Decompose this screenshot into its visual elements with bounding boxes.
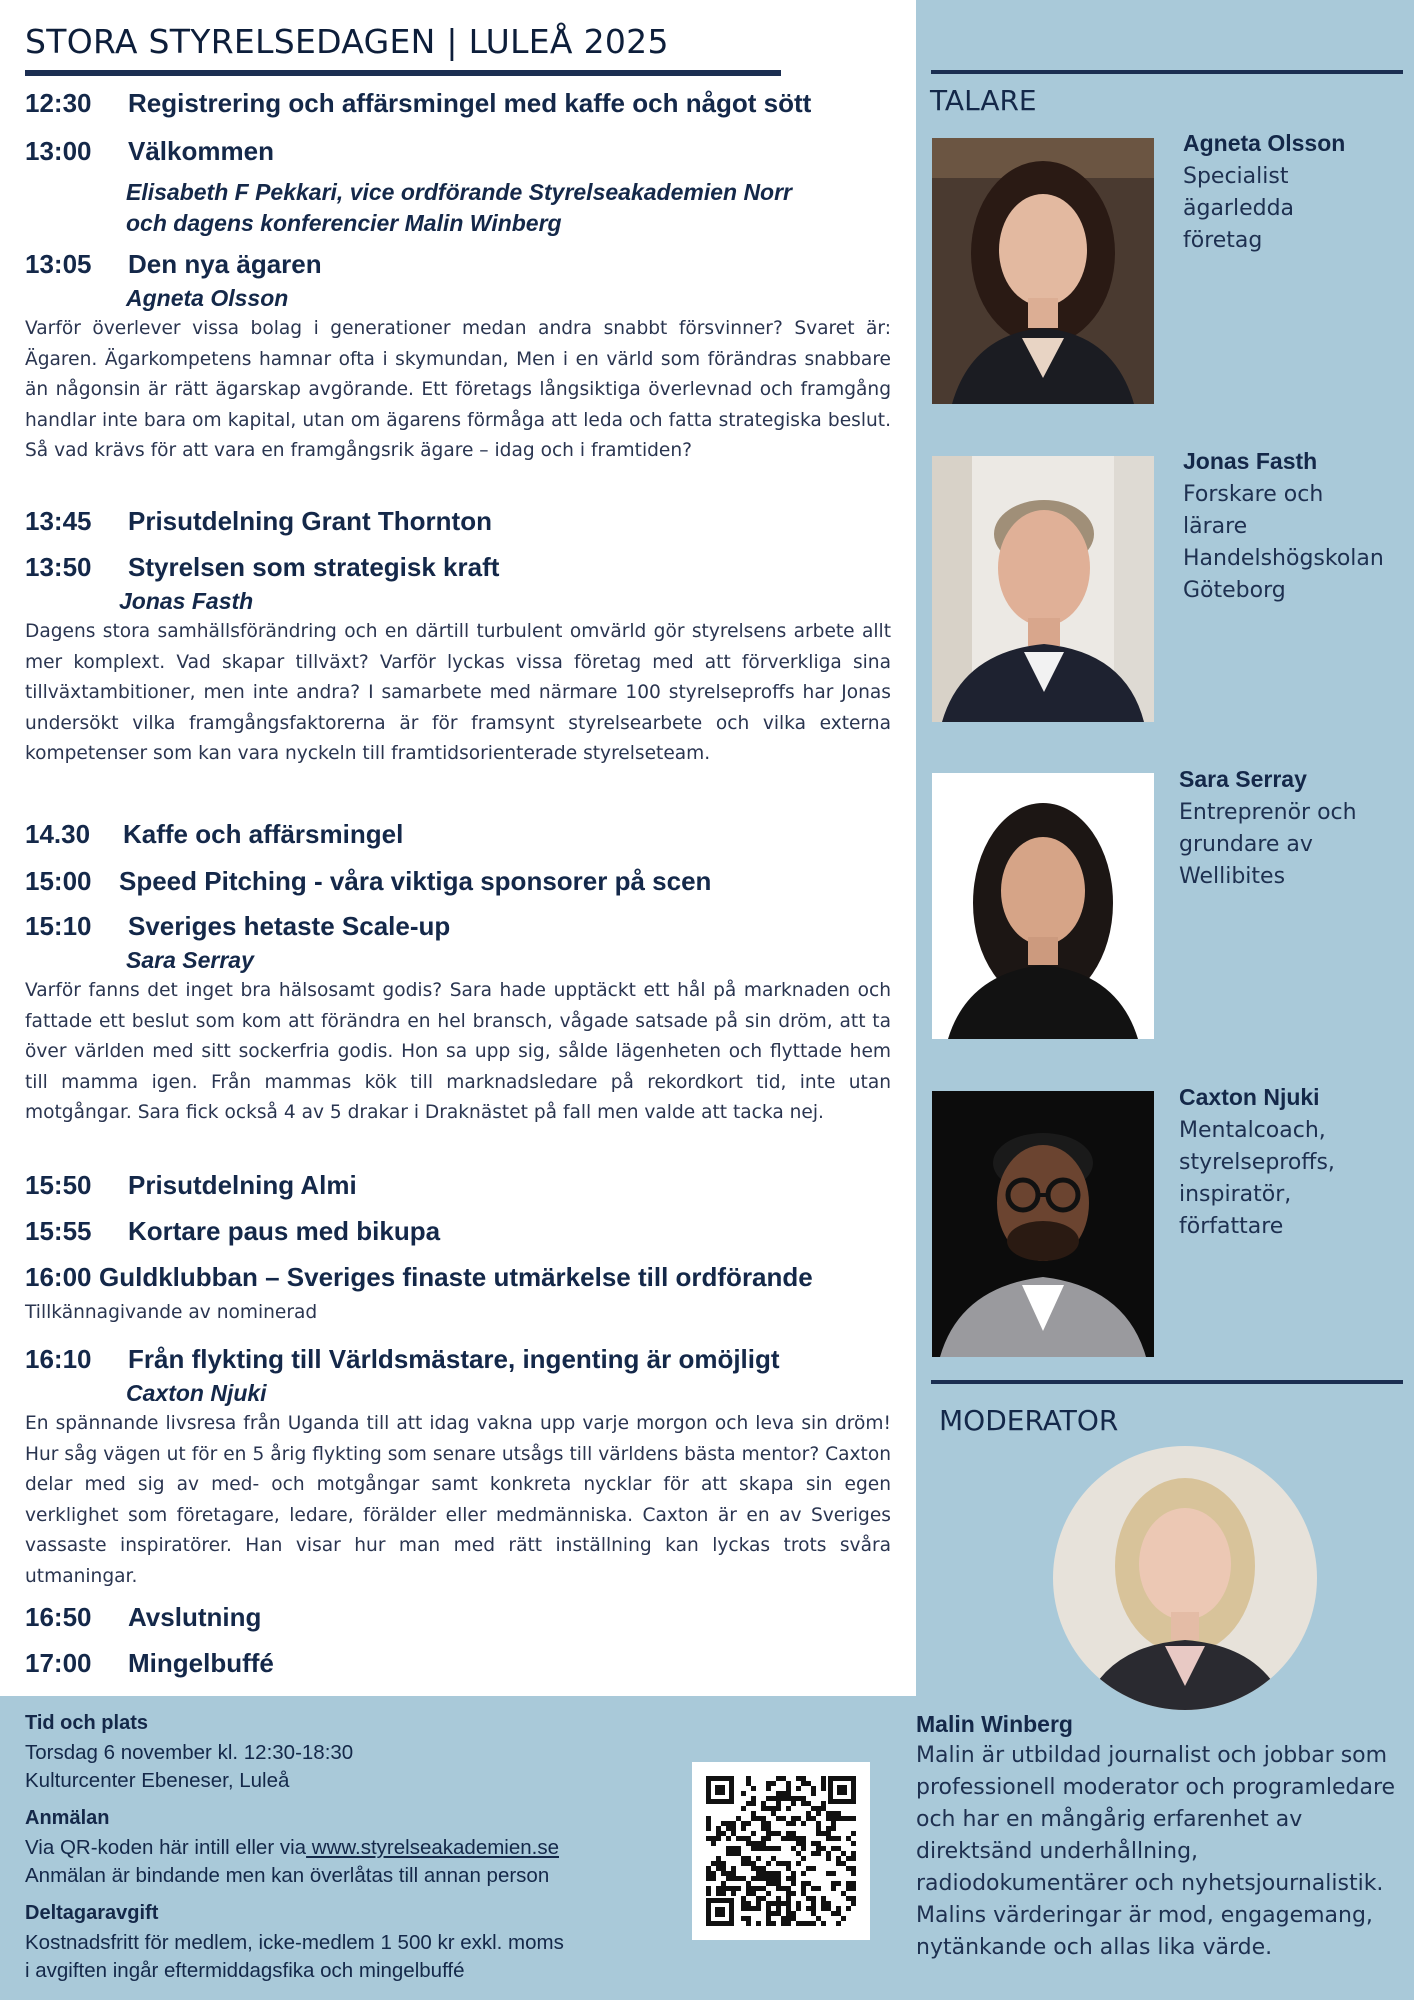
speakers-heading: TALARE <box>930 84 1037 117</box>
program-item <box>25 552 891 770</box>
speaker-name: Jonas Fasth <box>1183 448 1318 474</box>
moderator-divider <box>931 1380 1403 1384</box>
program-description: Dagens stora samhällsförändring och en därtill turbulent omvärld gör styrelsens arbete allt mer komplext. Vad skapar tillväxt? Varför lyckas vissa företag med att förverkliga sina tillväxtambitioner, men inte andra? I samarbete med närmare 100 styrelseproffs har Jonas undersökt vilka framgångsfaktorerna är för framsynt styrelsearbete och vilka externa kompetenser som kan vara nyckeln till framtidsorienterade styrelseteam. <box>25 621 891 764</box>
speaker-role-line: styrelseproffs, <box>1179 1150 1335 1175</box>
qr-code[interactable] <box>692 1762 870 1940</box>
program-time: 15:00 <box>25 866 92 896</box>
registration-line <box>25 1836 559 1860</box>
program-speaker: och dagens konferencier Malin Winberg <box>126 210 562 236</box>
speaker-role-line: författare <box>1179 1214 1284 1239</box>
program-time: 13:50 <box>25 552 92 582</box>
program-description: Varför fanns det inget bra hälsosamt godis? Sara hade upptäckt ett hål på marknaden och fattade ett beslut som kom att förändra en hel bransch, vågade satsade på sin dröm, att ta över världen med sitt sockerfria godis. Hon sa upp sig, sålde lägenheten och flyttade hem till mamma igen. Från mammas kök till marknadsledare på rekordkort tid, inte utan motgångar. Sara fick också 4 av 5 drakar i Draknästet på fall men valde att tacka nej. <box>25 980 891 1123</box>
program-title: Från flykting till Världsmästare, ingenting är omöjligt <box>128 1344 780 1374</box>
program-title: Sveriges hetaste Scale-up <box>128 911 451 941</box>
fee-line: Kostnadsfritt för medlem, icke-medlem 1 500 kr exkl. moms <box>25 1931 564 1954</box>
program-speaker: Caxton Njuki <box>126 1380 267 1406</box>
program-item <box>25 819 403 850</box>
program-title: Speed Pitching - våra viktiga sponsorer på scen <box>119 866 712 896</box>
program-item <box>25 1648 274 1679</box>
program-time: 13:45 <box>25 506 92 536</box>
program-time: 13:00 <box>25 136 92 166</box>
program-time: 12:30 <box>25 88 92 118</box>
program-time: 16:50 <box>25 1602 92 1632</box>
program-item <box>25 1170 357 1201</box>
speaker-role-line: inspiratör, <box>1179 1182 1292 1207</box>
time-place-heading: Tid och plats <box>25 1712 148 1734</box>
program-title: Styrelsen som strategisk kraft <box>128 552 500 582</box>
registration-heading: Anmälan <box>25 1807 110 1829</box>
speaker-name: Caxton Njuki <box>1179 1084 1320 1110</box>
program-time: 16:10 <box>25 1344 92 1374</box>
program-speaker: Agneta Olsson <box>126 285 289 311</box>
program-item <box>25 866 711 897</box>
program-time: 17:00 <box>25 1648 92 1678</box>
speaker-name: Agneta Olsson <box>1183 130 1346 156</box>
program-title: Den nya ägaren <box>128 249 322 279</box>
moderator-heading: MODERATOR <box>939 1404 1119 1437</box>
speaker-role-line: ägarledda <box>1183 196 1295 221</box>
registration-link[interactable]: www.styrelseakademien.se <box>306 1836 559 1859</box>
fee-heading: Deltagaravgift <box>25 1902 159 1924</box>
moderator-bio: Malin är utbildad journalist och jobbar som professionell moderator och programledare och har en mångårig erfarenhet av direktsänd underhållning, radiodokumentärer och nyhetsjournalistik. Malins värderingar är mod, engagemang, nytänkande och allas lika värde. <box>916 1743 1396 1960</box>
speaker-role-line: grundare av <box>1179 832 1313 857</box>
speaker-role-line: Göteborg <box>1183 578 1286 603</box>
program-item <box>25 1602 261 1633</box>
speaker-photo-sara-serray <box>932 773 1154 1039</box>
speaker-photo-caxton-njuki <box>932 1091 1154 1357</box>
program-title: Prisutdelning Grant Thornton <box>128 506 492 536</box>
speaker-role-line: lärare <box>1183 514 1248 539</box>
program-title: Avslutning <box>128 1602 262 1632</box>
program-description: En spännande livsresa från Uganda till att idag vakna upp varje morgon och leva sin dröm! Hur såg vägen ut för en 5 årig flykting som senare utsågs till världens bästa mentor? Caxton delar med sig av med- och motgångar samt konkreta nycklar för att skapa sin egen verklighet som företagare, ledare, förälder eller medmänniska. Caxton är en av Sveriges vassaste inspiratörer. Han visar hur man med rätt inställning kan lyckas trots svåra utmaningar. <box>25 1413 891 1587</box>
speaker-name: Sara Serray <box>1179 766 1307 792</box>
program-title: Välkommen <box>128 136 274 166</box>
program-item <box>25 88 811 119</box>
program-time: 15:10 <box>25 911 92 941</box>
speaker-role <box>1183 161 1294 257</box>
registration-text: Via QR-koden här intill eller via <box>25 1836 307 1859</box>
program-time: 13:05 <box>25 249 92 279</box>
speaker-role <box>1183 479 1384 607</box>
program-speaker: Elisabeth F Pekkari, vice ordförande Styrelseakademien Norr <box>126 179 793 205</box>
program-speaker: Sara Serray <box>126 947 254 973</box>
event-venue: Kulturcenter Ebeneser, Luleå <box>25 1769 290 1792</box>
program-item <box>25 911 891 1129</box>
program-title: Mingelbuffé <box>128 1648 274 1678</box>
program-item <box>25 1216 440 1247</box>
speaker-role-line: företag <box>1183 228 1263 253</box>
program-title: Kortare paus med bikupa <box>128 1216 441 1246</box>
program-title: Prisutdelning Almi <box>128 1170 357 1200</box>
program-item <box>25 506 492 537</box>
program-title: Kaffe och affärsmingel <box>123 819 404 849</box>
registration-note: Anmälan är bindande men kan överlåtas till annan person <box>25 1864 550 1887</box>
speaker-role-line: Specialist <box>1183 164 1289 189</box>
event-date: Torsdag 6 november kl. 12:30-18:30 <box>25 1741 354 1764</box>
moderator-photo <box>1053 1446 1317 1710</box>
fee-includes: i avgiften ingår eftermiddagsfika och mingelbuffé <box>25 1959 465 1982</box>
speaker-role <box>1179 1115 1335 1243</box>
speaker-photo-agneta-olsson <box>932 138 1154 404</box>
talare-divider <box>931 70 1403 74</box>
speaker-role <box>1179 797 1357 893</box>
program-time: 16:00 <box>25 1262 92 1292</box>
program-time: 15:50 <box>25 1170 92 1200</box>
speaker-role-line: Wellibites <box>1179 864 1286 889</box>
program-time: 15:55 <box>25 1216 92 1246</box>
program-time: 14.30 <box>25 819 91 849</box>
program-description: Varför överlever vissa bolag i generationer medan andra snabbt försvinner? Svaret är: Ägaren. Ägarkompetens hamnar ofta i skymundan, Men i en värld som förändras snabbare än någonsin är rätt ägarskap avgörande. Ett företags långsiktiga överlevnad och framgång handlar inte bara om kapital, utan om ägarens förmåga att leda och fatta strategiska beslut. Så vad krävs för att vara en framgångsrik ägare – idag och i framtiden? <box>25 318 891 461</box>
program-speaker: Jonas Fasth <box>119 588 254 614</box>
program-item <box>25 1344 891 1592</box>
program-subtitle: Tillkännagivande av nominerad <box>25 1302 318 1323</box>
program-item <box>25 249 891 467</box>
program-item <box>25 136 792 237</box>
speaker-role-line: Mentalcoach, <box>1179 1118 1326 1143</box>
speaker-role-line: Entreprenör och <box>1179 800 1357 825</box>
program-title: Registrering och affärsmingel med kaffe och något sött <box>128 88 812 118</box>
moderator-name: Malin Winberg <box>916 1711 1073 1737</box>
speaker-role-line: Forskare och <box>1183 482 1324 507</box>
program-item <box>25 1262 813 1323</box>
header-divider <box>25 70 781 76</box>
speaker-role-line: Handelshögskolan <box>1183 546 1384 571</box>
program-title: Guldklubban – Sveriges finaste utmärkelse till ordförande <box>99 1262 813 1292</box>
speaker-photo-jonas-fasth <box>932 456 1154 722</box>
page-title: STORA STYRELSEDAGEN | LULEÅ 2025 <box>25 22 669 61</box>
